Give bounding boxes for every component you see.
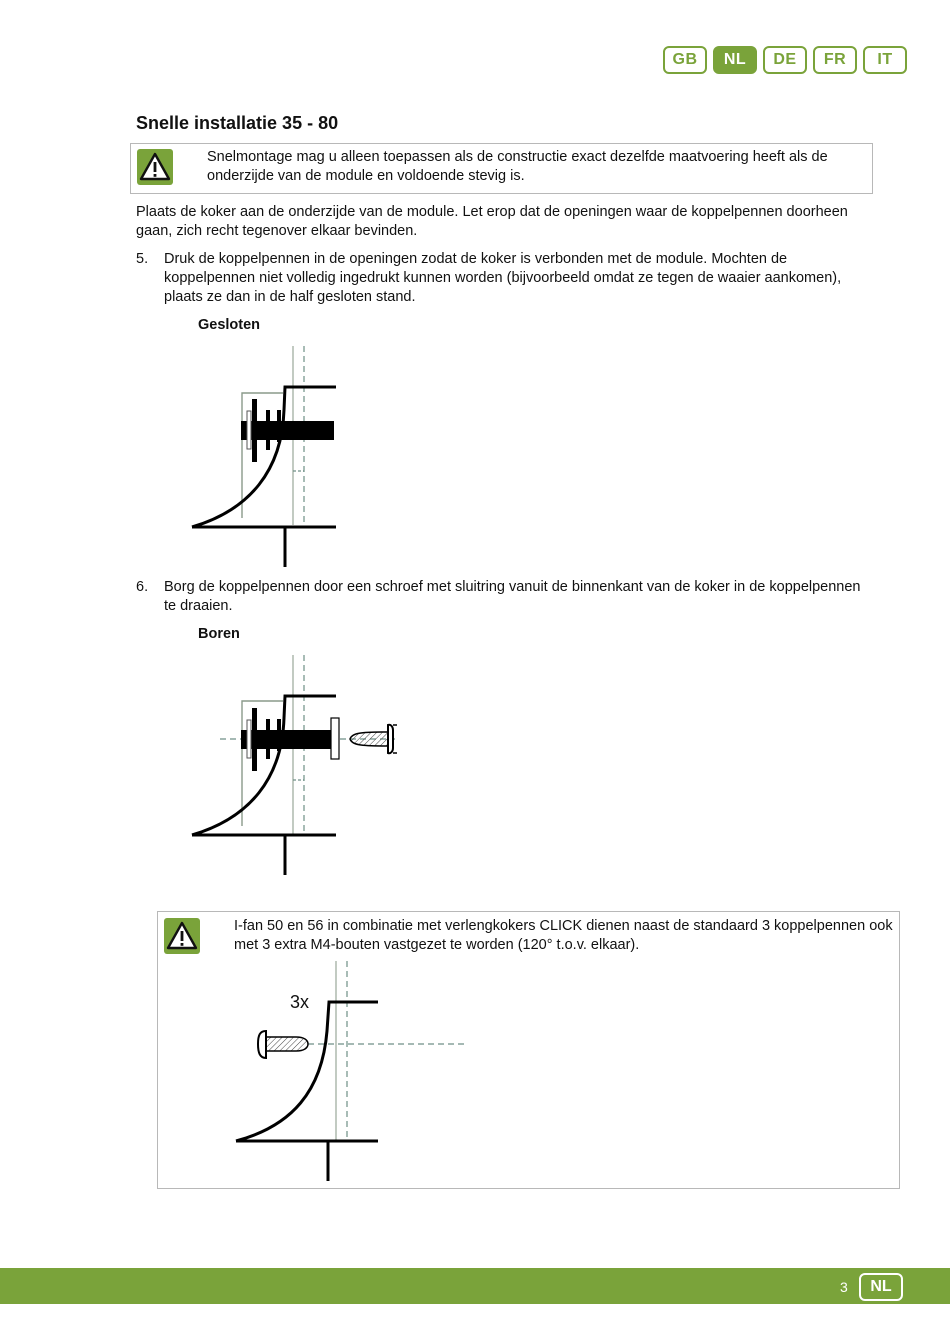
diagram-extra-m4-bolts xyxy=(218,952,478,1187)
language-tab-fr[interactable]: FR xyxy=(813,46,857,74)
language-tab-nl[interactable]: NL xyxy=(713,46,757,74)
page-title: Snelle installatie 35 - 80 xyxy=(136,113,339,133)
step-6-number: 6. xyxy=(136,579,149,595)
page-number: 3 xyxy=(840,1279,848,1295)
figure-label-3x: 3x xyxy=(290,992,310,1012)
language-tab-gb[interactable]: GB xyxy=(663,46,707,74)
language-tab-it[interactable]: IT xyxy=(863,46,907,74)
figure-caption-gesloten: Gesloten xyxy=(198,317,261,333)
warning-triangle-icon xyxy=(164,918,200,954)
language-tabs xyxy=(663,46,907,74)
diagram-drilling-screw xyxy=(180,650,410,882)
step-5-number: 5. xyxy=(136,251,149,267)
footer-bar xyxy=(0,1268,950,1304)
warning-triangle-icon xyxy=(137,149,173,185)
diagram-closed-coupling-pins xyxy=(180,340,380,575)
warning-text-quick-mount: Snelmontage mag u alleen toepassen als de constructie exact dezelfde maatvoering heeft als de onderzijde van de module en voldoende stevig is. xyxy=(207,149,828,184)
intro-paragraph: Plaats de koker aan de onderzijde van de module. Let erop dat de openingen waar de koppelpennen doorheen gaan, zich recht tegenover elkaar bevinden. xyxy=(136,204,848,239)
figure-caption-boren: Boren xyxy=(198,626,240,642)
warning-box-ifan-click xyxy=(157,911,900,1189)
language-tab-de[interactable]: DE xyxy=(763,46,807,74)
warning-box-quick-mount xyxy=(130,143,873,194)
footer-language-badge: NL xyxy=(859,1273,903,1301)
step-6-text: Borg de koppelpennen door een schroef met sluitring vanuit de binnenkant van de koker in de koppelpennen te draaien. xyxy=(164,579,861,614)
warning-text-ifan-click: I-fan 50 en 56 in combinatie met verlengkokers CLICK dienen naast de standaard 3 koppelpennen ook met 3 extra M4-bouten vastgezet te worden (120° t.o.v. elkaar). xyxy=(234,918,893,953)
step-5-text: Druk de koppelpennen in de openingen zodat de koker is verbonden met de module. Mochten de koppelpennen niet volledig ingedrukt kunnen worden (bijvoorbeeld omdat ze tegen de waaier aankomen), plaats ze dan in de half gesloten stand. xyxy=(164,251,842,305)
